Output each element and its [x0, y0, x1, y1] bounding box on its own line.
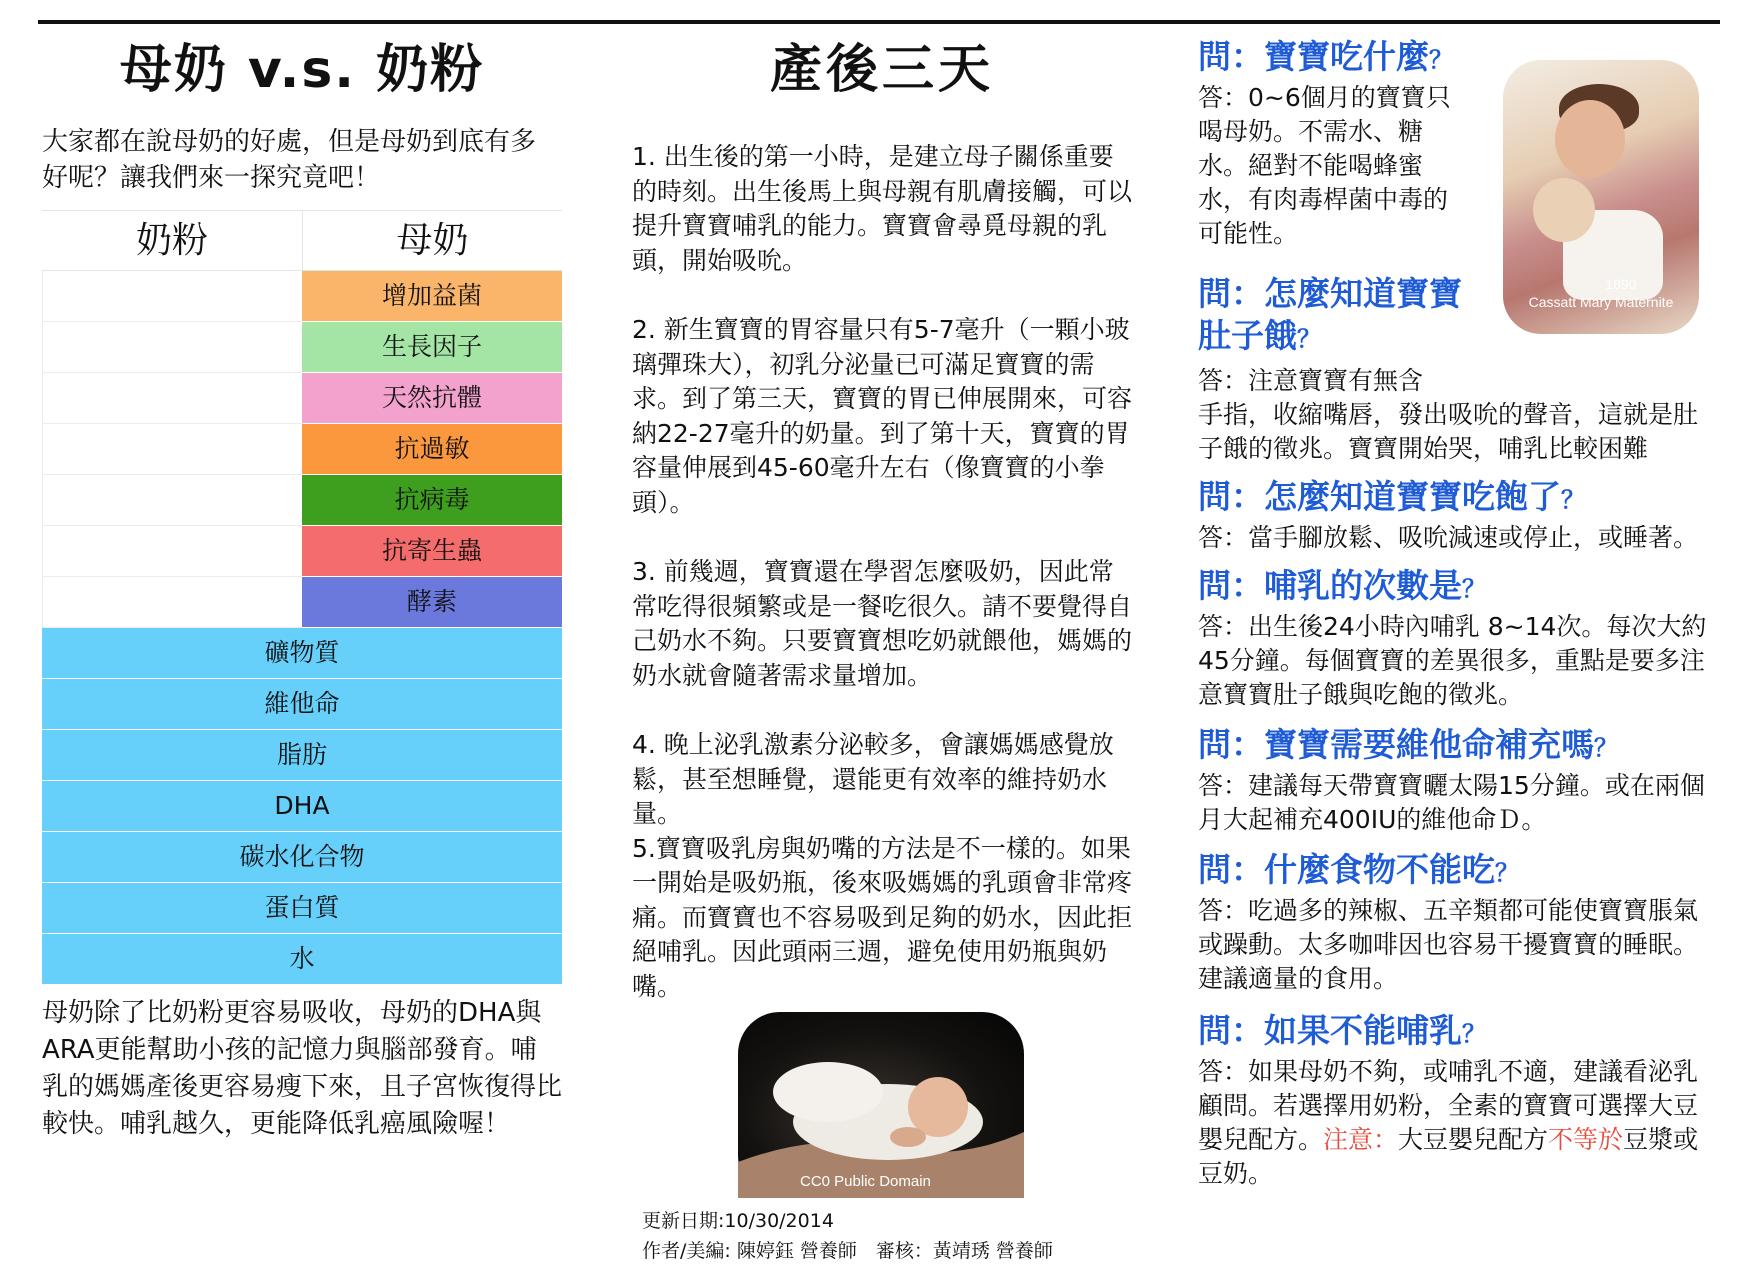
faq-question: 問：寶寶吃什麼？ [1198, 37, 1453, 76]
baby-photo-caption: CC0 Public Domain [800, 1173, 931, 1190]
col-first-three-days [632, 30, 1132, 1266]
faq-question: 問：怎麼知道寶寶肚子餓？ [1198, 274, 1462, 355]
warning-label: 注意： [1323, 1125, 1399, 1154]
breastmilk-feature: 抗寄生蟲 [302, 526, 562, 577]
faq-answer: 答：出生後24小時內哺乳 8~14次。每次大約 45分鐘。每個寶寶的差異很多，重點是要多注意寶寶肚子餓與吃飽的徵兆。 [1198, 612, 1707, 709]
credits: 作者/美編: 陳婷鈺 營養師 審核：黃靖琇 營養師 [642, 1240, 1053, 1262]
shared-nutrient: 蛋白質 [42, 883, 562, 934]
shared-rows [42, 628, 562, 985]
faq-5 [1198, 724, 1718, 837]
faq-answer: 答：如果母奶不夠，或哺乳不適，建議看泌乳顧問。若選擇用奶粉，全素的寶寶可選擇大豆嬰兒配方。注意：大豆嬰兒配方不等於豆漿或豆奶。 [1198, 1057, 1699, 1188]
warning-not-equal: 不等於 [1548, 1125, 1624, 1154]
shared-nutrient: 維他命 [42, 679, 562, 730]
paragraph-1: 1. 出生後的第一小時，是建立母子關係重要的時刻。出生後馬上與母親有肌膚接觸，可以提升寶寶哺乳的能力。寶寶會尋覓母親的乳頭，開始吸吮。 [632, 142, 1133, 275]
faq-question: 問：什麼食物不能吃？ [1198, 850, 1519, 889]
breastmilk-only-rows [42, 271, 562, 628]
header-formula: 奶粉 [135, 220, 208, 261]
faq-question: 問：怎麼知道寶寶吃飽了？ [1198, 477, 1585, 516]
faq-answer: 答：吃過多的辣椒、五辛類都可能使寶寶脹氣或躁動。太多咖啡因也容易干擾寶寶的睡眠。建議適量的食用。 [1198, 896, 1699, 993]
baby-illustration [738, 1012, 1024, 1198]
table-header [42, 211, 562, 271]
faq-answer: 答：當手腳放鬆、吸吮減速或停止，或睡著。 [1198, 523, 1699, 552]
table-row [42, 577, 562, 628]
paragraph-3: 3. 前幾週，寶寶還在學習怎麼吸奶，因此常常吃得很頻繁或是一餐吃很久。請不要覺得自己奶水不夠。只要寶寶想吃奶就餵他，媽媽的奶水就會隨著需求量增加。 [632, 557, 1133, 690]
paragraph-5: 5.寶寶吸乳房與奶嘴的方法是不一樣的。如果一開始是吸奶瓶，後來吸媽媽的乳頭會非常疼痛。而寶寶也不容易吸到足夠的奶水，因此拒絕哺乳。因此頭兩三週，避免使用奶瓶與奶嘴。 [632, 833, 1133, 1001]
col-faq [1198, 36, 1718, 1191]
comparison-table [42, 210, 562, 985]
table-row [42, 271, 562, 322]
table-row [42, 475, 562, 526]
table-row [42, 424, 562, 475]
formula-empty-cell [42, 475, 302, 526]
shared-nutrient: 水 [42, 934, 562, 985]
shared-nutrient: DHA [42, 781, 562, 832]
formula-empty-cell [42, 322, 302, 373]
col1-title: 母奶 v.s. 奶粉 [119, 40, 485, 100]
formula-empty-cell [42, 526, 302, 577]
footer-meta [632, 1206, 1132, 1266]
update-date: 更新日期:10/30/2014 [642, 1210, 834, 1232]
faq-4 [1198, 565, 1718, 712]
header-breastmilk: 母奶 [302, 211, 562, 270]
painting-year: 1890 [1605, 276, 1637, 292]
top-rule [38, 20, 1720, 24]
formula-empty-cell [42, 271, 302, 322]
breastmilk-feature: 生長因子 [302, 322, 562, 373]
faq-answer: 答：建議每天帶寶寶曬太陽15分鐘。或在兩個月大起補充400IU的維他命Ｄ。 [1198, 771, 1705, 834]
breastmilk-feature: 天然抗體 [302, 373, 562, 424]
col-breastmilk-vs-formula [42, 30, 562, 1143]
breastmilk-feature: 抗病毒 [302, 475, 562, 526]
sleeping-baby-photo [738, 1012, 1024, 1198]
table-row [42, 322, 562, 373]
shared-nutrient: 脂肪 [42, 730, 562, 781]
formula-empty-cell [42, 373, 302, 424]
faq-7 [1198, 1010, 1718, 1191]
breastmilk-feature: 增加益菌 [302, 271, 562, 322]
faq-question: 問：寶寶需要維他命補充嗎？ [1198, 725, 1618, 764]
shared-nutrient: 礦物質 [42, 628, 562, 679]
faq-2 [1198, 273, 1718, 466]
faq-question: 問：如果不能哺乳？ [1198, 1011, 1486, 1050]
breastmilk-feature: 抗過敏 [302, 424, 562, 475]
table-row [42, 373, 562, 424]
paragraph-2: 2. 新生寶寶的胃容量只有5-7毫升（一顆小玻璃彈珠大），初乳分泌量已可滿足寶寶的需求。到了第三天，寶寶的胃已伸展開來，可容納22-27毫升的奶量。到了第十天，寶寶的胃容量伸展到45-60毫升左右（像寶寶的小拳頭）。 [632, 315, 1133, 517]
table-row [42, 526, 562, 577]
col1-intro: 大家都在說母奶的好處，但是母奶到底有多好呢？讓我們來一探究竟吧！ [42, 127, 537, 193]
shared-nutrient: 碳水化合物 [42, 832, 562, 883]
faq-1 [1198, 36, 1718, 251]
formula-empty-cell [42, 424, 302, 475]
faq-question: 問：哺乳的次數是？ [1198, 566, 1486, 605]
formula-empty-cell [42, 577, 302, 628]
faq-answer: 答：0~6個月的寶寶只喝母奶。不需水、糖水。絕對不能喝蜂蜜水，有肉毒桿菌中毒的可能性。 [1198, 83, 1451, 248]
col1-note: 母奶除了比奶粉更容易吸收，母奶的DHA與ARA更能幫助小孩的記憶力與腦部發育。哺乳的媽媽產後更容易瘦下來，且子宮恢復得比較快。哺乳越久，更能降低乳癌風險喔！ [42, 998, 563, 1139]
faq-6 [1198, 849, 1718, 996]
paragraph-4: 4. 晚上泌乳激素分泌較多，會讓媽媽感覺放鬆，甚至想睡覺，還能更有效率的維持奶水量。 [632, 730, 1114, 828]
col2-title: 產後三天 [769, 40, 994, 100]
painting-caption: Cassatt Mary Maternite [1528, 294, 1674, 310]
faq-answer: 答：注意寶寶有無含 手指，收縮嘴唇，發出吸吮的聲音，這就是肚子餓的徵兆。寶寶開始哭，哺乳比較困難 [1198, 366, 1699, 463]
breastmilk-feature: 酵素 [302, 577, 562, 628]
faq-3 [1198, 476, 1718, 555]
